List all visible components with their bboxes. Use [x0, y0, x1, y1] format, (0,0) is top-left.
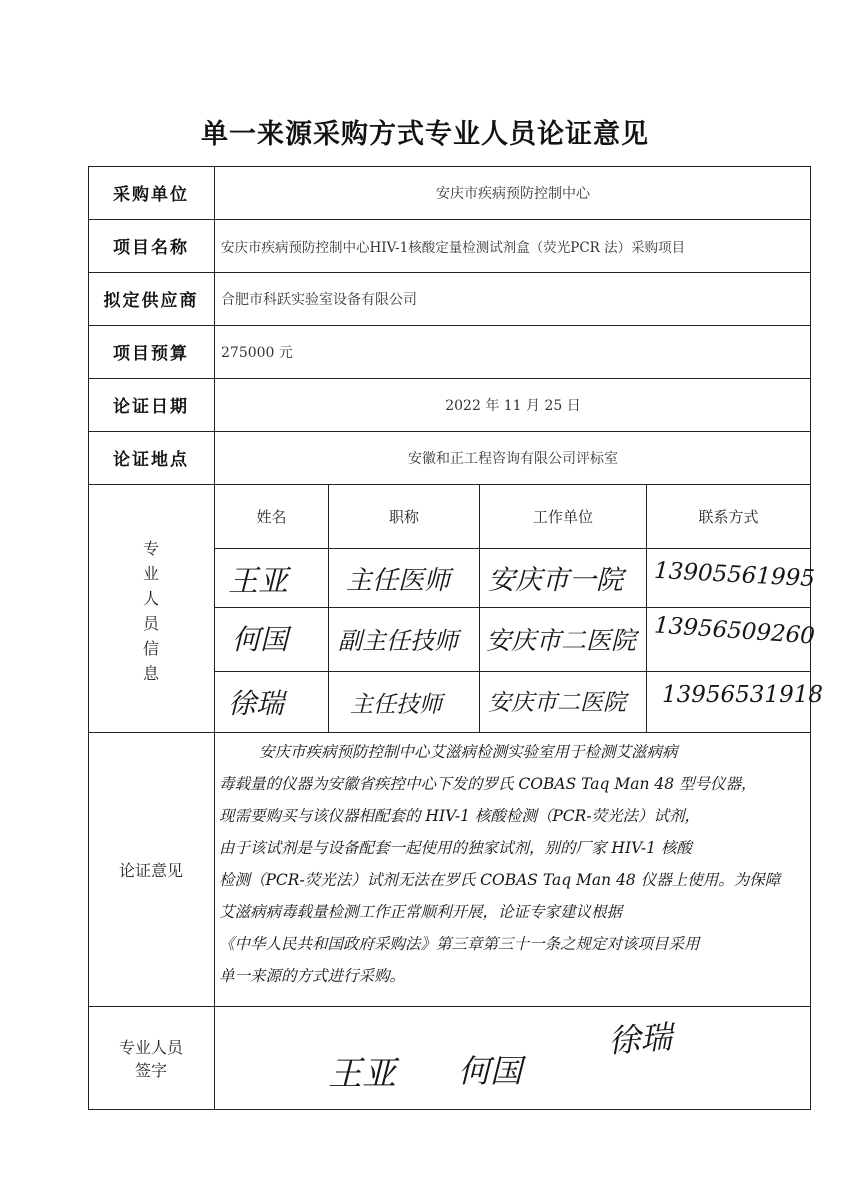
expert-row-separator	[214, 671, 811, 672]
budget-value: 275000 元	[221, 344, 293, 361]
signature-name: 徐瑞	[606, 1017, 674, 1061]
opinion-line: 检测（PCR-荧光法）试剂无法在罗氏 COBAS Taq Man 48 仪器上使用。为保障	[219, 871, 781, 889]
opinion-line: 由于该试剂是与设备配套一起使用的独家试剂，别的厂家 HIV-1 核酸	[219, 839, 692, 857]
table-border-bottom	[88, 1109, 811, 1110]
project-name-value: 安庆市疾病预防控制中心HIV-1核酸定量检测试剂盒（荧光PCR 法）采购项目	[221, 239, 686, 256]
experts-label: 专 业 人 员 信 息	[142, 539, 159, 683]
expert-phone: 13956509260	[653, 612, 816, 650]
opinion-text	[219, 736, 815, 992]
location-value: 安徽和正工程咨询有限公司评标室	[408, 450, 618, 467]
date-value: 2022 年 11 月 25 日	[445, 397, 581, 414]
column-header-unit: 工作单位	[532, 507, 593, 526]
opinion-line: 安庆市疾病预防控制中心艾滋病检测实验室用于检测艾滋病病	[259, 743, 678, 761]
expert-unit: 安庆市二医院	[488, 690, 626, 716]
opinion-line: 单一来源的方式进行采购。	[219, 967, 406, 985]
supplier-value: 合肥市科跃实验室设备有限公司	[221, 291, 417, 308]
document-title: 单一来源采购方式专业人员论证意见	[201, 119, 649, 150]
expert-name: 王亚	[228, 564, 288, 599]
date-label: 论证日期	[113, 397, 189, 417]
budget-label: 项目预算	[113, 344, 189, 364]
expert-row-separator	[214, 548, 811, 549]
expert-unit: 安庆市一院	[488, 565, 623, 596]
expert-phone: 13956531918	[662, 682, 823, 708]
column-header-contact: 联系方式	[698, 507, 759, 526]
expert-phone: 13905561995	[653, 557, 816, 593]
expert-title: 副主任技师	[338, 627, 458, 655]
opinion-line: 艾滋病病毒载量检测工作正常顺利开展，论证专家建议根据	[219, 903, 623, 921]
expert-row-separator	[214, 607, 811, 608]
purchaser-label: 采购单位	[113, 185, 189, 205]
expert-title: 主任医师	[346, 566, 451, 596]
column-header-title: 职称	[388, 507, 419, 526]
column-header-name: 姓名	[256, 507, 287, 526]
purchaser-value: 安庆市疾病预防控制中心	[436, 185, 590, 202]
form-table	[88, 166, 823, 1110]
expert-title: 主任技师	[350, 692, 442, 718]
location-label: 论证地点	[113, 450, 189, 470]
opinion-label: 论证意见	[118, 860, 183, 880]
project-name-label: 项目名称	[113, 238, 189, 258]
opinion-line: 毒载量的仪器为安徽省疾控中心下发的罗氏 COBAS Taq Man 48 型号仪器，	[219, 775, 757, 793]
expert-name: 徐瑞	[228, 687, 285, 720]
expert-name: 何国	[232, 623, 289, 656]
signature-name: 何国	[458, 1052, 523, 1090]
signature-name: 王亚	[328, 1054, 396, 1094]
supplier-label: 拟定供应商	[103, 291, 199, 311]
signature-label: 专业人员签字	[118, 1037, 183, 1080]
opinion-line: 《中华人民共和国政府采购法》第三章第三十一条之规定对该项目采用	[219, 935, 700, 953]
expert-unit: 安庆市二医院	[486, 626, 637, 655]
opinion-line: 现需要购买与该仪器相配套的 HIV-1 核酸检测（PCR-荧光法）试剂，	[219, 807, 701, 825]
